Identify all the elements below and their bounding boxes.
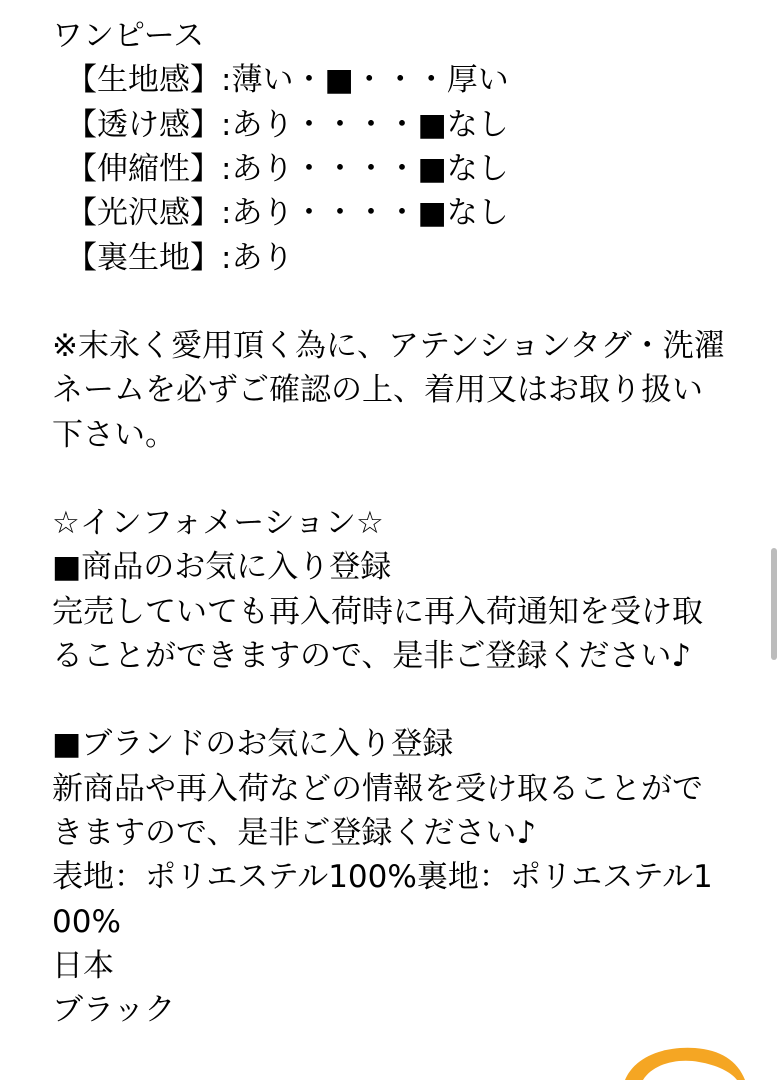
spacer-2 bbox=[52, 457, 731, 501]
material-composition: 表地：ポリエステル100%裏地：ポリエステル100% bbox=[52, 859, 713, 940]
section-heading-brand-favorite: ■ブランドのお気に入り登録 bbox=[52, 726, 454, 763]
spacer-1 bbox=[52, 280, 731, 324]
spec-line-gloss: 【光沢感】:あり・・・・■なし bbox=[66, 195, 509, 232]
spec-line-stretch: 【伸縮性】:あり・・・・■なし bbox=[66, 150, 509, 187]
country-of-origin: 日本 bbox=[52, 947, 114, 984]
spec-line-fabric-feel: 【生地感】:薄い・■・・・厚い bbox=[66, 62, 509, 99]
care-note: ※末永く愛用頂く為に、アテンションタグ・洗濯ネームを必ずご確認の上、着用又はお取り扱い下さい。 bbox=[52, 327, 725, 453]
section-body-product-favorite: 完売していても再入荷時に再入荷通知を受け取ることができますので、是非ご登録ください♪ bbox=[52, 593, 703, 674]
spec-line-sheerness: 【透け感】:あり・・・・■なし bbox=[66, 106, 509, 143]
product-title: ワンピース bbox=[52, 18, 205, 54]
description-text-block bbox=[52, 14, 731, 1033]
section-body-brand-favorite: 新商品や再入荷などの情報を受け取ることができますので、是非ご登録ください♪ bbox=[52, 770, 703, 851]
vertical-scrollbar-thumb[interactable] bbox=[771, 548, 777, 660]
spec-line-lining: 【裏生地】:あり bbox=[66, 239, 294, 276]
vertical-scrollbar-track[interactable] bbox=[774, 0, 780, 1080]
section-heading-product-favorite: ■商品のお気に入り登録 bbox=[52, 549, 392, 586]
color-name: ブラック bbox=[52, 992, 176, 1029]
information-heading: ☆インフォメーション☆ bbox=[52, 504, 384, 541]
spacer-3 bbox=[52, 678, 731, 722]
